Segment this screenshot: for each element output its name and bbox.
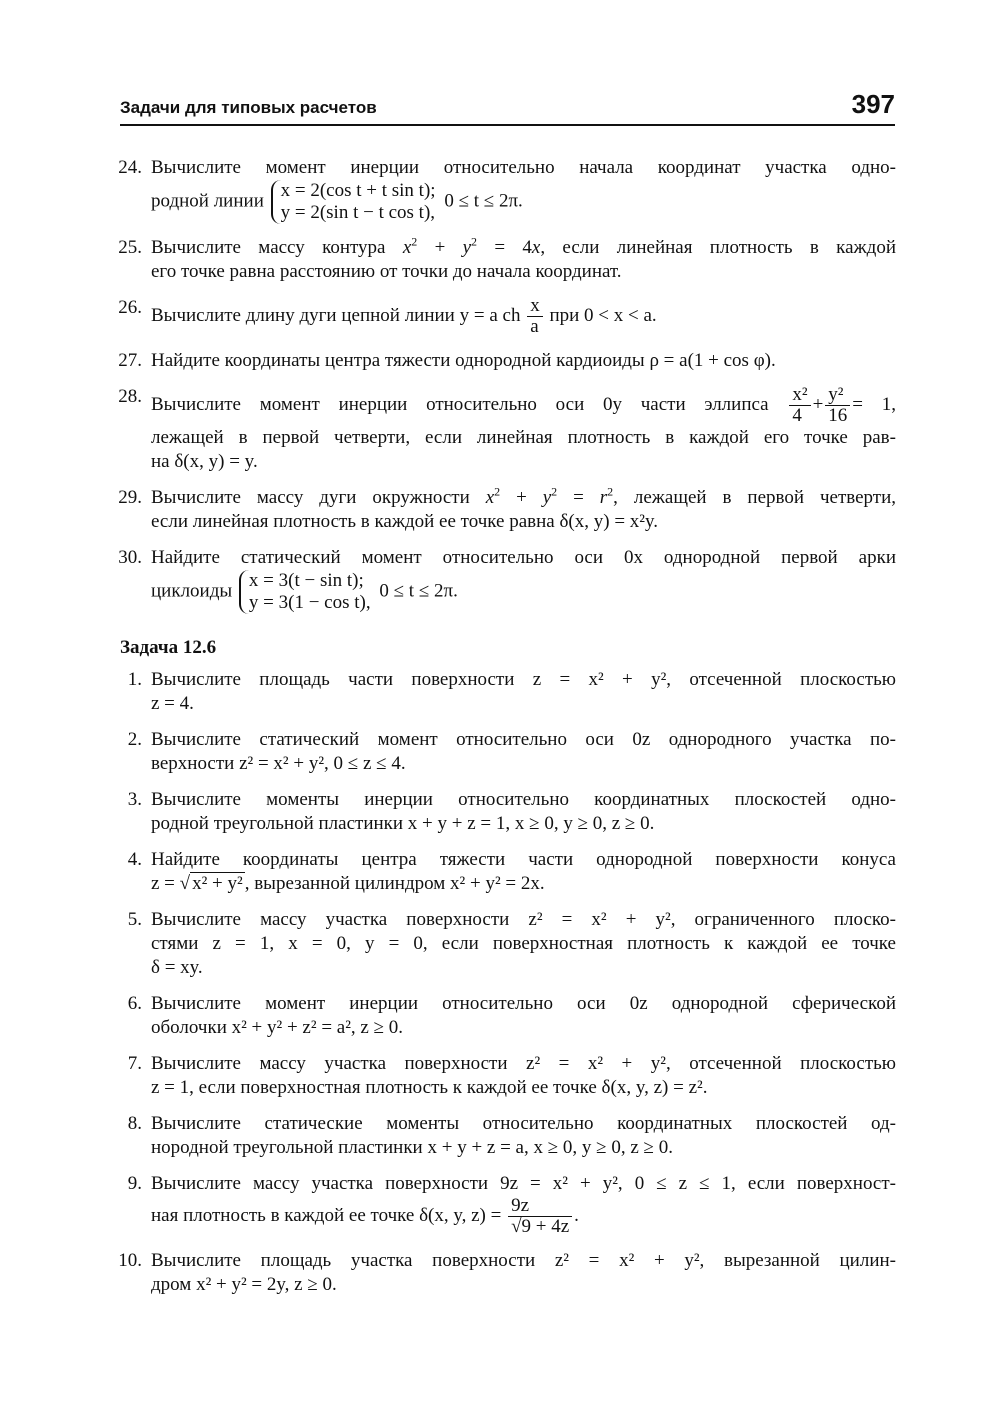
equation: x = 2(cos t + t sin t); bbox=[280, 180, 436, 201]
problem-text bbox=[151, 1196, 896, 1237]
problem-text: если линейная плотность в каждой ее точке равна δ(x, y) = x²y. bbox=[151, 511, 659, 532]
page-content bbox=[108, 156, 896, 1309]
problem-text bbox=[151, 180, 896, 224]
equation: y = a ch bbox=[459, 304, 521, 326]
problem-text: δ = xy. bbox=[151, 957, 203, 978]
text: при 0 < x < a. bbox=[549, 304, 657, 326]
problem-3 bbox=[108, 788, 896, 836]
text: , если линейная плотность в каждой bbox=[540, 237, 896, 258]
problem-text: Вычислите моменты инерции относительно координатных плоскостей одно- bbox=[151, 789, 896, 810]
numerator: x² bbox=[789, 385, 810, 406]
problem-6 bbox=[108, 992, 896, 1040]
problem-text bbox=[151, 296, 896, 337]
problem-text: лежащей в первой четверти, если линейная плотность в каждой его точке рав- bbox=[151, 427, 896, 448]
text: ная плотность в каждой ее точке δ(x, y, z) = bbox=[151, 1204, 502, 1226]
fraction bbox=[527, 296, 543, 337]
problem-9 bbox=[108, 1172, 896, 1237]
problem-number: 7. bbox=[127, 1053, 142, 1074]
numerator: 9z bbox=[508, 1196, 572, 1217]
problem-number: 1. bbox=[127, 669, 142, 690]
problem-text: дром x² + y² = 2y, z ≥ 0. bbox=[151, 1274, 337, 1295]
square-root: x² + y² bbox=[192, 873, 243, 894]
problem-text: родной треугольной пластинки x + y + z = 1, x ≥ 0, y ≥ 0, z ≥ 0. bbox=[151, 813, 655, 834]
text: , лежащей в первой четверти, bbox=[613, 487, 897, 508]
problem-text: Вычислите массу участка поверхности 9z = x² + y², 0 ≤ z ≤ 1, если поверхност- bbox=[151, 1173, 896, 1194]
page-number: 397 bbox=[851, 89, 895, 119]
problem-number: 30. bbox=[118, 547, 142, 568]
problem-text: Вычислите момент инерции относительно оси 0z однородной сферической bbox=[151, 993, 896, 1014]
header-title: Задачи для типовых расчетов bbox=[120, 98, 377, 117]
problem-number: 8. bbox=[127, 1113, 142, 1134]
equation: y = 2(sin t − t cos t), bbox=[280, 202, 436, 223]
problem-26 bbox=[108, 296, 896, 337]
text: Вычислите длину дуги цепной линии bbox=[151, 304, 455, 326]
problem-text: z = 4. bbox=[151, 693, 194, 714]
text: родной линии bbox=[151, 190, 264, 212]
numerator: y² bbox=[825, 385, 850, 406]
section-title: Задача 12.6 bbox=[120, 637, 217, 658]
problem-text: его точке равна расстоянию от точки до начала координат. bbox=[151, 261, 622, 282]
fraction bbox=[508, 1196, 572, 1237]
problem-text: z = √ x² + y² , вырезанной цилиндром x² + y² = 2x. bbox=[151, 873, 545, 894]
equation: y = 3(1 − cos t), bbox=[248, 592, 371, 613]
problem-text: Вычислите массу участка поверхности z² = x² + y², ограниченного плоско- bbox=[151, 909, 896, 930]
denominator: 4 bbox=[792, 405, 802, 426]
problem-text: Вычислите массу контура $x^2 + y^2 = 4x$, если линейная плотность в каждой bbox=[151, 234, 896, 258]
problem-25 bbox=[108, 236, 896, 284]
problem-2 bbox=[108, 728, 896, 776]
problem-number: 26. bbox=[118, 297, 142, 318]
problem-5 bbox=[108, 908, 896, 980]
problem-text: Вычислите площадь участка поверхности z² = x² + y², вырезанной цилин- bbox=[151, 1250, 896, 1271]
problem-number: 29. bbox=[118, 487, 142, 508]
problem-text: Найдите координаты центра тяжести части однородной поверхности конуса bbox=[151, 849, 896, 870]
problem-10 bbox=[108, 1249, 896, 1297]
text: Вычислите момент инерции относительно оси 0y части эллипса bbox=[151, 393, 769, 415]
text: = 1, bbox=[852, 393, 896, 415]
problem-text: нородной треугольной пластинки x + y + z = a, x ≥ 0, y ≥ 0, z ≥ 0. bbox=[151, 1137, 673, 1158]
problem-text: оболочки x² + y² + z² = a², z ≥ 0. bbox=[151, 1017, 404, 1038]
problem-text: Вычислите массу дуги окружности $x^2 + y^2 = r^2$, лежащей в первой четверти, bbox=[151, 484, 897, 508]
problem-number: 5. bbox=[127, 909, 142, 930]
fraction bbox=[789, 385, 810, 426]
text: z = bbox=[151, 873, 175, 894]
problem-text: верхности z² = x² + y², 0 ≤ z ≤ 4. bbox=[151, 753, 406, 774]
fraction bbox=[825, 385, 850, 426]
problem-text: Найдите координаты центра тяжести однородной кардиоиды ρ = a(1 + cos φ). bbox=[151, 350, 776, 371]
equation-system bbox=[271, 180, 436, 224]
page-header bbox=[120, 88, 895, 126]
problem-number: 27. bbox=[118, 350, 142, 371]
equation-system bbox=[239, 570, 371, 614]
problem-text: Вычислите статический момент относительно оси 0z однородного участка по- bbox=[151, 729, 896, 750]
problem-1 bbox=[108, 668, 896, 716]
problem-7 bbox=[108, 1052, 896, 1100]
problem-24 bbox=[108, 156, 896, 224]
problem-28 bbox=[108, 385, 896, 474]
problem-text: Вычислите статические моменты относительно координатных плоскостей од- bbox=[151, 1113, 896, 1134]
problem-number: 25. bbox=[118, 237, 142, 258]
text: циклоиды bbox=[151, 580, 233, 602]
problem-text bbox=[151, 570, 896, 614]
problem-number: 2. bbox=[127, 729, 142, 750]
problem-number: 10. bbox=[118, 1250, 142, 1271]
numerator: x bbox=[527, 296, 543, 317]
problem-30 bbox=[108, 546, 896, 614]
problem-4 bbox=[108, 848, 896, 896]
range: 0 ≤ t ≤ 2π. bbox=[379, 580, 458, 602]
problem-number: 28. bbox=[118, 386, 142, 407]
text: . bbox=[574, 1204, 579, 1226]
problem-29 bbox=[108, 486, 896, 534]
denominator: √9 + 4z bbox=[511, 1216, 570, 1237]
denominator: 16 bbox=[828, 405, 848, 426]
text: Вычислите массу контура bbox=[151, 237, 386, 258]
denominator: a bbox=[530, 316, 539, 337]
problem-text: на δ(x, y) = y. bbox=[151, 451, 258, 472]
text: , вырезанной цилиндром x² + y² = 2x. bbox=[244, 873, 545, 894]
problem-text: Найдите статический момент относительно оси 0x однородной первой арки bbox=[151, 547, 896, 568]
problem-number: 9. bbox=[127, 1173, 142, 1194]
problem-8 bbox=[108, 1112, 896, 1160]
problem-number: 4. bbox=[127, 849, 142, 870]
problem-text: Вычислите площадь части поверхности z = x² + y², отсеченной плоскостью bbox=[151, 669, 896, 690]
problem-number: 24. bbox=[118, 157, 142, 178]
problem-number: 3. bbox=[127, 789, 142, 810]
problem-text: Вычислите массу участка поверхности z² = x² + y², отсеченной плоскостью bbox=[151, 1053, 896, 1074]
range: 0 ≤ t ≤ 2π. bbox=[444, 190, 523, 212]
problem-text: Вычислите момент инерции относительно начала координат участка одно- bbox=[151, 157, 896, 178]
problem-27 bbox=[108, 349, 896, 373]
problem-number: 6. bbox=[127, 993, 142, 1014]
problem-text: z = 1, если поверхностная плотность к каждой ее точке δ(x, y, z) = z². bbox=[151, 1077, 708, 1098]
problem-text: Вычислите момент инерции относительно оси 0y части эллипса $\frac{\text{x²}}{4}$ + $\frac{\text{y²}}{16}$ = 1, bbox=[151, 384, 896, 426]
text: Вычислите массу дуги окружности bbox=[151, 487, 470, 508]
equation: x = 3(t − sin t); bbox=[248, 570, 364, 591]
problem-text: стями z = 1, x = 0, y = 0, если поверхностная плотность к каждой ее точке bbox=[151, 933, 896, 954]
